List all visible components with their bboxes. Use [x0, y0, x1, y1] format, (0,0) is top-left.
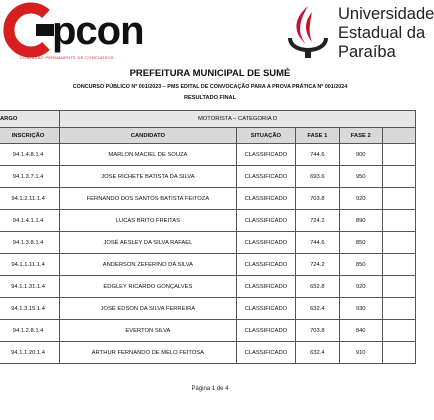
cell-fase-2: 850 — [339, 254, 382, 276]
cell-inscricao: 94.1.3.15.1.4 — [0, 298, 60, 320]
document-header — [0, 0, 434, 64]
cpcon-logo — [0, 4, 146, 62]
column-header-cutoff — [382, 128, 415, 144]
column-header-situacao: SITUAÇÃO — [236, 128, 296, 144]
cell-cutoff — [382, 320, 415, 342]
cell-inscricao: 94.1.3.8.1.4 — [0, 232, 60, 254]
cell-situacao: CLASSIFICADO — [236, 342, 296, 364]
table-row — [0, 166, 416, 188]
table-row — [0, 320, 416, 342]
cpcon-c-mark-icon — [0, 4, 56, 56]
table-body — [0, 144, 416, 364]
uepb-line-2: Estadual da — [338, 24, 426, 42]
cargo-row — [0, 111, 416, 128]
table-row — [0, 254, 416, 276]
cell-inscricao: 94.1.2.11.1.4 — [0, 188, 60, 210]
cell-fase-1: 744.6 — [296, 144, 339, 166]
cell-inscricao: 94.1.2.8.1.4 — [0, 320, 60, 342]
cell-cutoff — [382, 232, 415, 254]
cell-situacao: CLASSIFICADO — [236, 232, 296, 254]
cell-candidato: ANDERSON ZEFERINO DA SILVA — [60, 254, 236, 276]
cell-candidato: EDGLEY RICARDO GONÇALVES — [60, 276, 236, 298]
cell-fase-1: 632.4 — [296, 298, 339, 320]
cell-fase-1: 703.8 — [296, 320, 339, 342]
cell-candidato: JOSÉ AESLEY DA SILVA RAFAEL — [60, 232, 236, 254]
cell-cutoff — [382, 210, 415, 232]
cell-fase-2: 840 — [339, 320, 382, 342]
result-heading: RESULTADO FINAL — [184, 95, 236, 101]
cell-situacao: CLASSIFICADO — [236, 298, 296, 320]
cell-inscricao: 94.1.1.31.1.4 — [0, 276, 60, 298]
cell-cutoff — [382, 144, 415, 166]
table-row — [0, 342, 416, 364]
cell-cutoff — [382, 298, 415, 320]
page-subtitle: CONCURSO PÚBLICO Nº 001/2023 – PMS EDITAL DE CONVOCAÇÃO PARA A PROVA PRÁTICA Nº 001/2024 — [72, 84, 348, 90]
page-title: PREFEITURA MUNICIPAL DE SUMÉ — [129, 68, 291, 79]
cell-candidato: LUCAS BRITO FREITAS — [60, 210, 236, 232]
cell-candidato: EVERTON SILVA — [60, 320, 236, 342]
cpcon-wordmark: pcon — [52, 9, 144, 53]
cell-fase-2: 890 — [339, 210, 382, 232]
cell-fase-2: 920 — [339, 276, 382, 298]
page-footer: Página 1 de 4 — [191, 386, 229, 392]
column-header-fase-2: FASE 2 — [339, 128, 382, 144]
cell-cutoff — [382, 166, 415, 188]
cell-candidato: MARLON MACIEL DE SOUZA — [60, 144, 236, 166]
cell-situacao: CLASSIFICADO — [236, 210, 296, 232]
table-header-row — [0, 128, 416, 144]
cell-fase-1: 744.6 — [296, 232, 339, 254]
cell-situacao: CLASSIFICADO — [236, 166, 296, 188]
cargo-label: ARGO — [0, 111, 60, 128]
table-row — [0, 298, 416, 320]
uepb-line-1: Universidade — [338, 5, 434, 23]
uepb-line-3: Paraíba — [338, 43, 396, 61]
table-row — [0, 144, 416, 166]
uepb-wordmark — [338, 5, 434, 62]
table-row — [0, 188, 416, 210]
cell-candidato: FERNANDO DOS SANTOS BATISTA FEITOZA — [60, 188, 236, 210]
cell-inscricao: 94.1.4.1.1.4 — [0, 210, 60, 232]
results-table — [0, 110, 416, 364]
cell-fase-2: 920 — [339, 188, 382, 210]
uepb-emblem-icon — [282, 4, 334, 60]
cell-inscricao: 94.1.1.20.1.4 — [0, 342, 60, 364]
cpcon-tagline: COMISSÃO PERMANENTE DE CONCURSOS — [20, 55, 114, 60]
cell-inscricao: 94.1.4.8.1.4 — [0, 144, 60, 166]
cell-situacao: CLASSIFICADO — [236, 188, 296, 210]
table-row — [0, 276, 416, 298]
column-header-fase-1: FASE 1 — [296, 128, 339, 144]
cell-fase-1: 703.8 — [296, 188, 339, 210]
cell-cutoff — [382, 276, 415, 298]
cell-fase-2: 930 — [339, 298, 382, 320]
cell-inscricao: 94.1.3.7.1.4 — [0, 166, 60, 188]
column-header-inscricao: INSCRIÇÃO — [0, 128, 60, 144]
cargo-value: MOTORISTA – CATEGORIA D — [60, 111, 416, 128]
cell-candidato: JOSÉ EDSON DA SILVA FERREIRA — [60, 298, 236, 320]
table-row — [0, 232, 416, 254]
cell-inscricao: 94.1.1.11.1.4 — [0, 254, 60, 276]
cell-fase-1: 652.8 — [296, 276, 339, 298]
cell-fase-2: 850 — [339, 232, 382, 254]
cell-fase-2: 910 — [339, 342, 382, 364]
cell-fase-1: 724.2 — [296, 254, 339, 276]
cell-cutoff — [382, 342, 415, 364]
cell-situacao: CLASSIFICADO — [236, 144, 296, 166]
column-header-candidato: CANDIDATO — [60, 128, 236, 144]
cell-situacao: CLASSIFICADO — [236, 254, 296, 276]
cell-fase-2: 950 — [339, 166, 382, 188]
cell-candidato: ARTHUR FERNANDO DE MELO FEITOSA — [60, 342, 236, 364]
cell-situacao: CLASSIFICADO — [236, 320, 296, 342]
table-row — [0, 210, 416, 232]
cell-fase-2: 900 — [339, 144, 382, 166]
cell-situacao: CLASSIFICADO — [236, 276, 296, 298]
cell-candidato: JOSE RICHETE BATISTA DA SILVA — [60, 166, 236, 188]
cell-fase-1: 724.2 — [296, 210, 339, 232]
cell-cutoff — [382, 254, 415, 276]
cell-fase-1: 632.4 — [296, 342, 339, 364]
cell-cutoff — [382, 188, 415, 210]
cell-fase-1: 693.6 — [296, 166, 339, 188]
